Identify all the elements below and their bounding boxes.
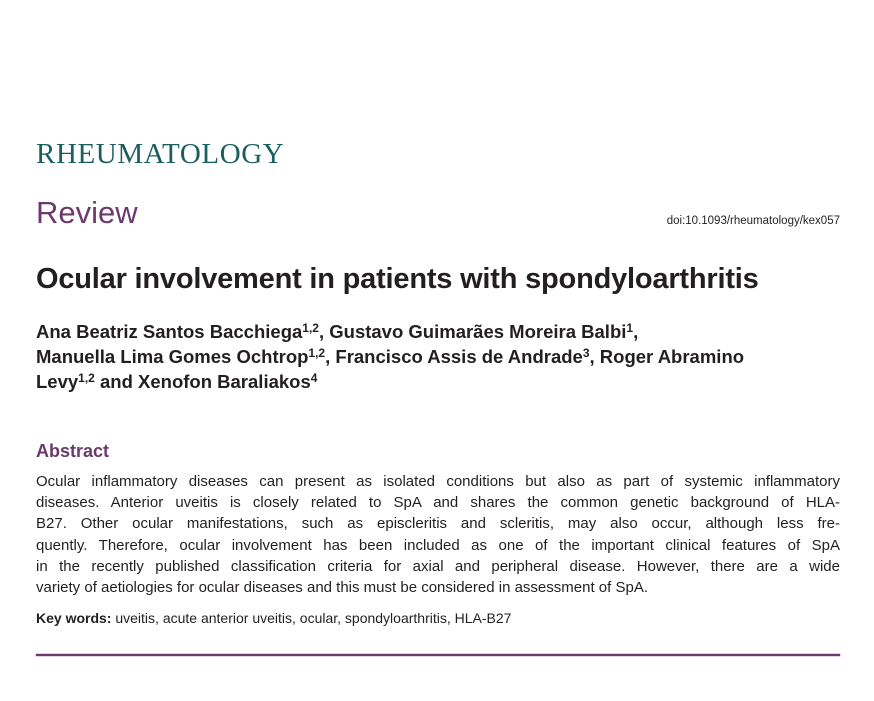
- abstract-line: in the recently published classification criteria for axial and peripheral disease. However, there are a wide: [36, 557, 840, 575]
- abstract-line: variety of aetiologies for ocular diseases and this must be considered in assessment of SpA.: [36, 579, 648, 597]
- author-affiliation: 4: [310, 371, 318, 385]
- keywords: [36, 609, 511, 627]
- author-name[interactable]: Gustavo Guimarães Moreira Balbi: [329, 321, 627, 342]
- author-affiliation: 1,2: [302, 321, 319, 335]
- section-divider: [36, 654, 840, 656]
- keywords-label: Key words:: [36, 610, 112, 626]
- author-affiliation: 1: [626, 321, 634, 335]
- abstract-line: quently. Therefore, ocular involvement has been included as one of the important clinical features of SpA: [36, 536, 840, 554]
- author-name[interactable]: Roger Abramino Levy: [36, 346, 745, 392]
- author-name[interactable]: Manuella Lima Gomes Ochtrop: [36, 346, 309, 367]
- journal-name: RHEUMATOLOGY: [36, 138, 285, 170]
- abstract-line: diseases. Anterior uveitis is closely related to SpA and shares the common genetic background of HLA-: [36, 494, 840, 512]
- author-separator: ,: [633, 321, 639, 342]
- author-affiliation: 3: [582, 346, 590, 360]
- abstract-body: [36, 471, 840, 598]
- author-name[interactable]: Ana Beatriz Santos Bacchiega: [36, 321, 303, 342]
- article-first-page: [36, 0, 840, 701]
- keywords-text: uveitis, acute anterior uveitis, ocular, spondyloarthritis, HLA-B27: [115, 610, 512, 626]
- article-type-label: Review: [36, 195, 138, 230]
- author-name[interactable]: Francisco Assis de Andrade: [335, 346, 583, 367]
- author-separator: and: [94, 371, 139, 392]
- author-separator: ,: [318, 321, 330, 342]
- author-affiliation: 1,2: [308, 346, 326, 360]
- abstract-line: B27. Other ocular manifestations, such as episcleritis and scleritis, may also occur, although less fre-: [36, 515, 840, 533]
- author-separator: ,: [589, 346, 600, 367]
- article-title: Ocular involvement in patients with spondyloarthritis: [36, 263, 759, 295]
- doi-link[interactable]: doi:10.1093/rheumatology/kex057: [666, 215, 840, 227]
- abstract-heading: Abstract: [36, 441, 110, 461]
- author-affiliation: 1,2: [78, 371, 95, 385]
- author-name[interactable]: Xenofon Baraliakos: [138, 371, 311, 392]
- author-list: [36, 319, 796, 394]
- author-separator: ,: [325, 346, 336, 367]
- abstract-line: Ocular inflammatory diseases can present as isolated conditions but also as part of systemic inflammatory: [36, 473, 840, 490]
